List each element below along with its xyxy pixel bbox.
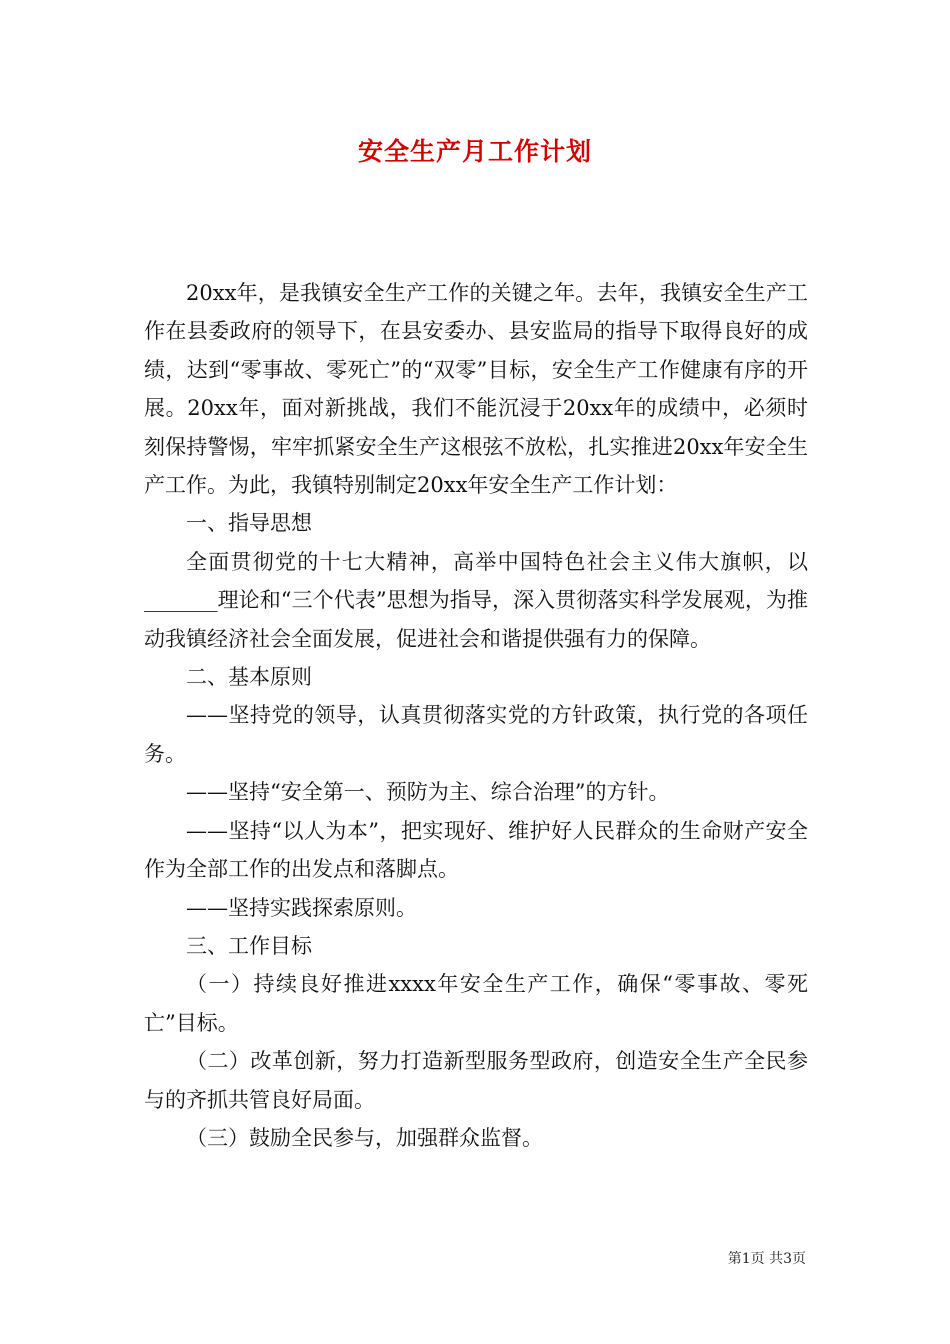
page-number: 第1页 共3页 bbox=[727, 1251, 806, 1267]
goal-item: （三）鼓励全民参与，加强群众监督。 bbox=[186, 1125, 543, 1150]
section-heading-guiding-thought: 一、指导思想 bbox=[186, 511, 312, 536]
principle-item: ——坚持党的领导，认真贯彻落实党的方针政策，执行党的各项任务。 bbox=[144, 703, 808, 766]
document-title: 安全生产月工作计划 bbox=[357, 137, 592, 166]
principle-item: ——坚持“以人为本”，把实现好、维护好人民群众的生命财产安全作为全部工作的出发点和落脚点。 bbox=[144, 818, 808, 882]
principle-item: ——坚持“安全第一、预防为主、综合治理”的方针。 bbox=[186, 780, 670, 805]
paragraph-guiding-thought: 全面贯彻党的十七大精神，高举中国特色社会主义伟大旗帜，以_______理论和“三个代表”思想为指导，深入贯彻落实科学发展观，为推动我镇经济社会全面发展，促进社会和谐提供强有力的保障。 bbox=[144, 549, 808, 651]
paragraph-intro: 20xx年，是我镇安全生产工作的关键之年。去年，我镇安全生产工作在县委政府的领导下，在县安委办、县安监局的指导下取得良好的成绩，达到“零事故、零死亡”的“双零”目标，安全生产工作健康有序的开展。20xx年，面对新挑战，我们不能沉浸于20xx年的成绩中，必须时刻保持警惕，牢牢抓紧安全生产这根弦不放松，扎实推进20xx年安全生产工作。为此，我镇特别制定20xx年安全生产工作计划： bbox=[144, 281, 808, 498]
principle-item: ——坚持实践探索原则。 bbox=[186, 895, 417, 920]
goal-item: （一）持续良好推进xxxx年安全生产工作，确保“零事故、零死亡”目标。 bbox=[144, 972, 808, 1035]
goal-item: （二）改革创新，努力打造新型服务型政府，创造安全生产全民参与的齐抓共管良好局面。 bbox=[144, 1049, 808, 1112]
section-heading-work-goals: 三、工作目标 bbox=[186, 933, 312, 958]
section-heading-basic-principles: 二、基本原则 bbox=[186, 665, 312, 690]
document-body bbox=[144, 274, 808, 1157]
